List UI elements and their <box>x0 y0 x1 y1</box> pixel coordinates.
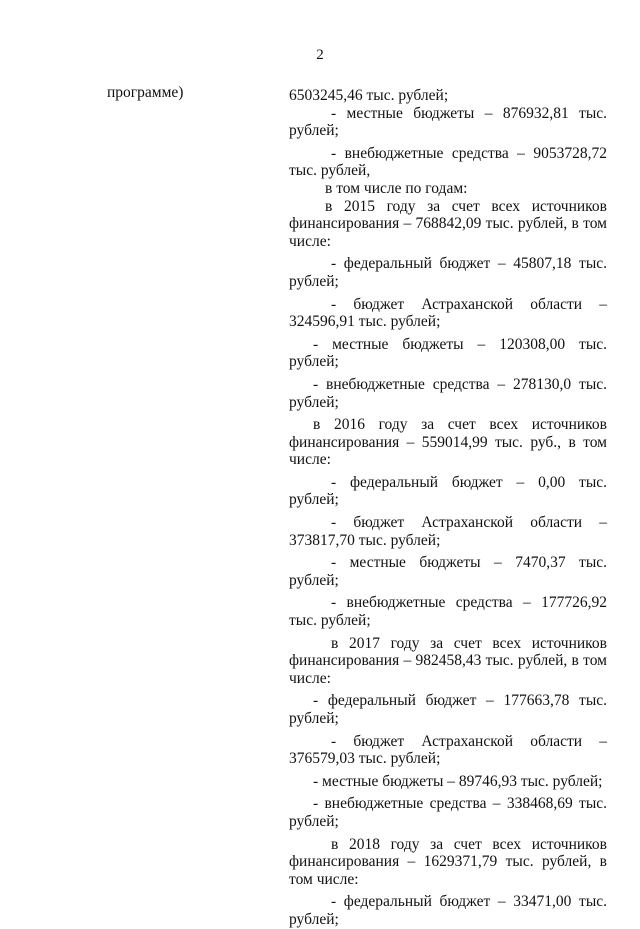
financing-text-column <box>289 87 607 929</box>
left-column-label: программе) <box>107 84 184 101</box>
paragraph-15: - федеральный бюджет – 177663,78 тыс. рублей; <box>289 692 607 727</box>
paragraph-11: - бюджет Астраханской области – 373817,70 тыс. рублей; <box>289 514 607 549</box>
paragraph-2: - внебюджетные средства – 9053728,72 тыс. рублей, <box>289 144 607 180</box>
paragraph-18: - внебюджетные средства – 338468,69 тыс. рублей; <box>289 795 607 830</box>
paragraph-17: - местные бюджеты – 89746,93 тыс. рублей; <box>313 772 603 790</box>
paragraph-1: - местные бюджеты – 876932,81 тыс. рублей; <box>289 104 607 140</box>
paragraph-14: в 2017 году за счет всех источников финансирования – 982458,43 тыс. рублей, в том числе: <box>289 634 607 687</box>
paragraph-13: - внебюджетные средства – 177726,92 тыс. рублей; <box>289 594 607 630</box>
paragraph-0: 6503245,46 тыс. рублей; <box>289 87 449 104</box>
paragraph-9: в 2016 году за счет всех источников финансирования – 559014,99 тыс. руб., в том числе: <box>289 416 607 469</box>
paragraph-12: - местные бюджеты – 7470,37 тыс. рублей; <box>289 554 607 589</box>
paragraph-16: - бюджет Астраханской области – 376579,03 тыс. рублей; <box>289 732 607 768</box>
paragraph-10: - федеральный бюджет – 0,00 тыс. рублей; <box>289 473 607 509</box>
paragraph-19: в 2018 году за счет всех источников финансирования – 1629371,79 тыс. рублей, в том числе: <box>289 835 607 888</box>
paragraph-5: - федеральный бюджет – 45807,18 тыс. рублей; <box>289 255 607 290</box>
paragraph-20: - федеральный бюджет – 33471,00 тыс. рублей; <box>289 893 607 928</box>
paragraph-3: в том числе по годам: <box>325 179 468 197</box>
page-number: 2 <box>316 47 324 63</box>
paragraph-6: - бюджет Астраханской области – 324596,91 тыс. рублей; <box>289 295 607 331</box>
paragraph-8: - внебюджетные средства – 278130,0 тыс. рублей; <box>289 375 607 411</box>
paragraph-4: в 2015 году за счет всех источников финансирования – 768842,09 тыс. рублей, в том числе: <box>289 197 607 250</box>
paragraph-7: - местные бюджеты – 120308,00 тыс. рублей; <box>289 335 607 371</box>
